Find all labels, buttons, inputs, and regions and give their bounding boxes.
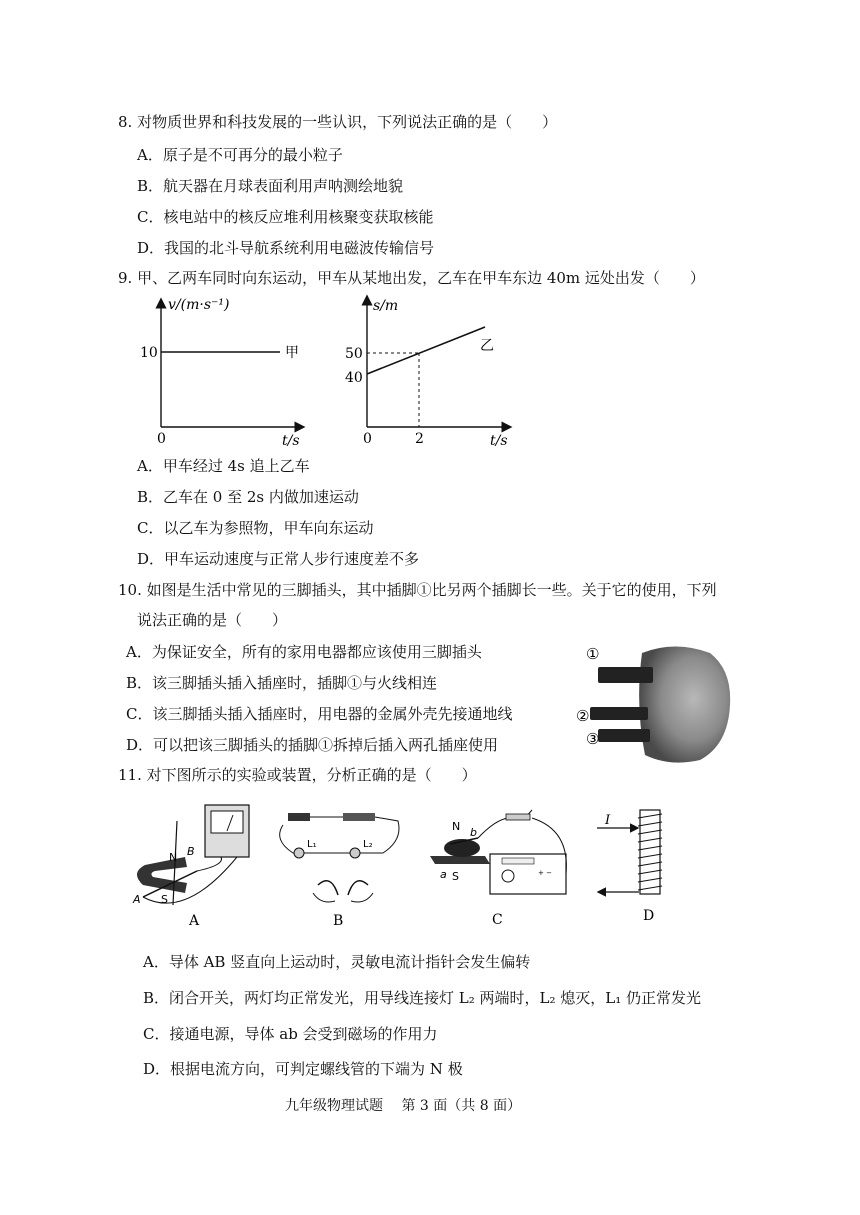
plug-pin-1	[598, 667, 653, 683]
three-pin-plug-figure	[576, 635, 740, 770]
st-ylabel: s/m	[373, 298, 399, 314]
fig-a-label-s: S	[161, 893, 168, 906]
q11-option-b: B．闭合开关，两灯均正常发光，用导线连接灯 L₂ 两端时，L₂ 熄灭，L₁ 仍正常发光	[143, 989, 702, 1007]
vt-ytick: 10	[140, 345, 158, 361]
q11-option-a: A．导体 AB 竖直向上运动时，灵敏电流计指针会发生偏转	[143, 953, 531, 971]
q11-option-c: C．接通电源，导体 ab 会受到磁场的作用力	[143, 1025, 438, 1043]
vt-xlabel: t/s	[282, 433, 300, 449]
plug-body	[639, 647, 730, 763]
fig-a-label-n: N	[169, 851, 178, 864]
st-ytick-50: 50	[345, 346, 363, 362]
q11-option-d: D．根据电流方向，可判定螺线管的下端为 N 极	[143, 1060, 463, 1078]
q11-stem: 11. 对下图所示的实验或装置，分析正确的是（ ）	[118, 766, 477, 784]
q11-figure-a	[125, 795, 265, 930]
st-series-label: 乙	[480, 338, 494, 354]
fig-b-switch	[288, 813, 310, 821]
fig-b-lamp-1	[294, 848, 304, 858]
svg-text:+ −: + −	[538, 869, 552, 877]
q8-option-c: C．核电站中的核反应堆利用核聚变获取核能	[137, 208, 434, 226]
fig-c-switch	[506, 814, 530, 820]
q9-vt-graph	[130, 295, 310, 450]
q8-stem: 8. 对物质世界和科技发展的一些认识，下列说法正确的是（ ）	[118, 113, 558, 131]
q9-stem: 9. 甲、乙两车同时向东运动，甲车从某地出发，乙车在甲车东边 40m 远处出发（ ）	[118, 269, 705, 287]
vt-origin: 0	[157, 431, 166, 447]
q8-option-d: D．我国的北斗导航系统利用电磁波传输信号	[137, 239, 435, 257]
fig-a-label-b: B	[187, 845, 195, 858]
st-origin: 0	[363, 431, 372, 447]
vt-series-label: 甲	[285, 345, 299, 361]
fig-c-caption: C	[492, 912, 503, 928]
fig-c-label-a: a	[440, 868, 447, 881]
vt-ylabel: v/(m·s⁻¹)	[168, 297, 230, 313]
q11-figure-b	[273, 805, 413, 930]
q9-option-a: A．甲车经过 4s 追上乙车	[137, 457, 310, 475]
plug-label-2: ②	[576, 707, 590, 725]
fig-c-label-n: N	[452, 820, 461, 833]
q9-st-graph	[335, 292, 515, 450]
plug-label-1: ①	[586, 645, 600, 663]
q10-option-a: A．为保证安全，所有的家用电器都应该使用三脚插头	[126, 643, 482, 661]
fig-a-caption: A	[189, 913, 200, 929]
q11-figure-c	[420, 800, 580, 930]
q10-stem-line2: 说法正确的是（ ）	[137, 611, 288, 629]
fig-a-label-a: A	[133, 893, 141, 906]
q10-option-c: C．该三脚插头插入插座时，用电器的金属外壳先接通地线	[126, 705, 513, 723]
plug-pin-2	[590, 707, 648, 720]
q9-option-b: B．乙车在 0 至 2s 内做加速运动	[137, 488, 359, 506]
fig-d-label-i: I	[605, 813, 611, 828]
q11-figure-d	[595, 802, 705, 927]
st-ytick-40: 40	[345, 370, 363, 386]
fig-c-base	[430, 856, 490, 864]
st-xtick: 2	[415, 431, 424, 447]
q10-stem-line1: 10. 如图是生活中常见的三脚插头，其中插脚①比另两个插脚长一些。关于它的使用，下列	[118, 581, 717, 599]
fig-c-label-s: S	[452, 870, 459, 883]
fig-b-caption: B	[333, 913, 344, 929]
fig-b-label-l1: L₁	[307, 839, 317, 850]
q10-option-d: D．可以把该三脚插头的插脚①拆掉后插入两孔插座使用	[126, 736, 499, 754]
q9-option-c: C．以乙车为参照物，甲车向东运动	[137, 519, 374, 537]
st-xlabel: t/s	[490, 433, 508, 449]
plug-label-3: ③	[586, 730, 600, 748]
st-series-line	[367, 327, 485, 374]
q8-option-a: A．原子是不可再分的最小粒子	[137, 146, 343, 164]
fig-c-label-b: b	[470, 826, 477, 839]
fig-b-lamp-2	[350, 848, 360, 858]
fig-d-caption: D	[643, 908, 655, 924]
q9-option-d: D．甲车运动速度与正常人步行速度差不多	[137, 550, 420, 568]
plug-pin-3	[598, 729, 650, 742]
fig-b-battery	[343, 813, 375, 821]
page-footer: 九年级物理试题 第 3 面（共 8 面）	[285, 1098, 522, 1114]
fig-b-label-l2: L₂	[363, 839, 373, 850]
q8-option-b: B．航天器在月球表面利用声呐测绘地貌	[137, 177, 404, 195]
q10-option-b: B．该三脚插头插入插座时，插脚①与火线相连	[126, 674, 438, 692]
